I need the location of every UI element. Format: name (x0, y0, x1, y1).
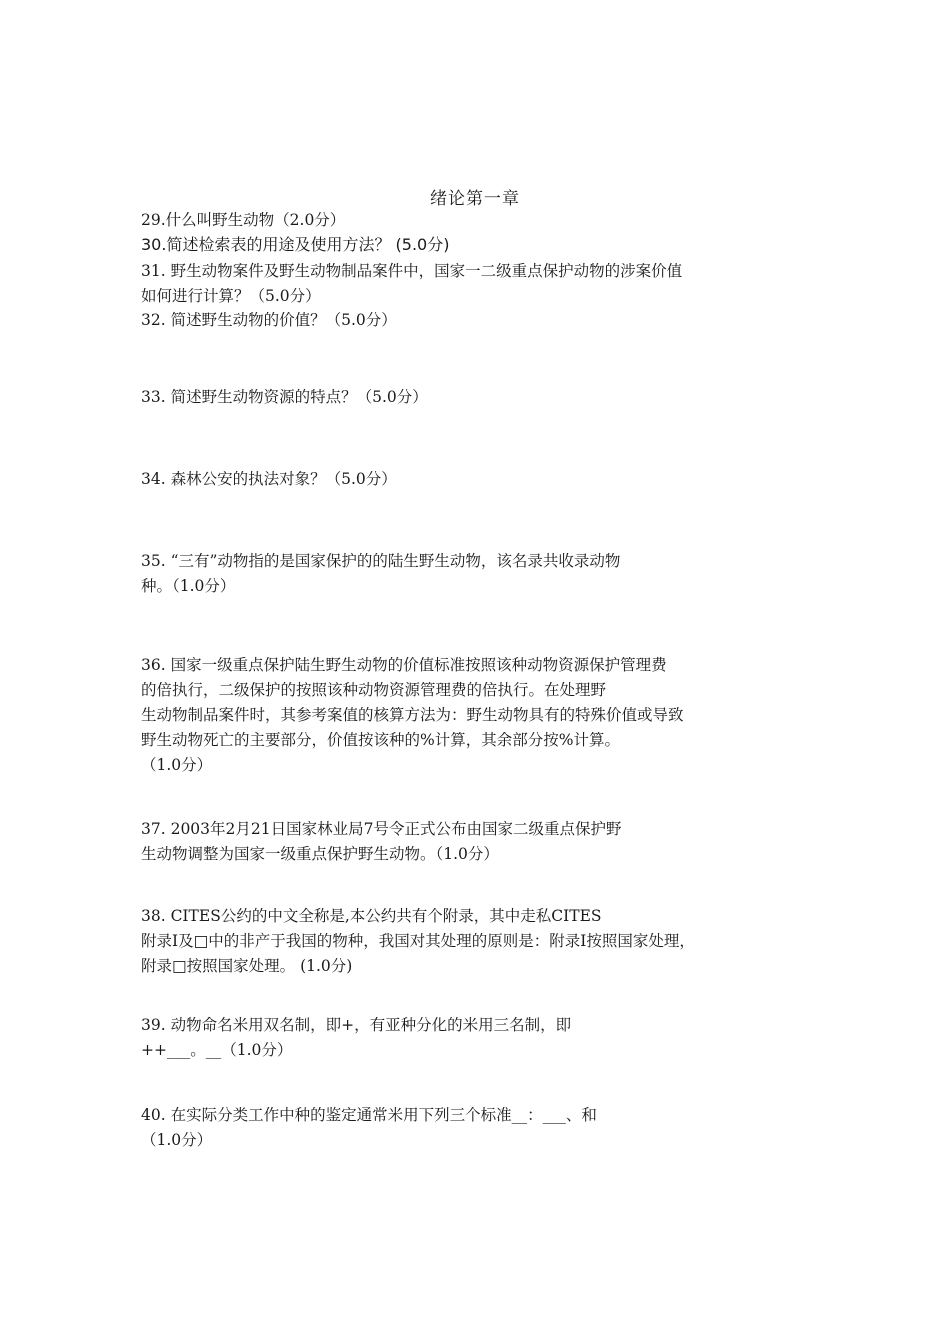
question-36-line-4: 野生动物死亡的主要部分，价值按该种的%计算，其余部分按%计算。 (141, 731, 620, 749)
question-38 (141, 904, 831, 979)
question-35-line-1: 35. “三有”动物指的是国家保护的的陆生野生动物，该名录共收录动物 (141, 552, 621, 570)
question-37-line-1: 37. 2003年2月21日国家林业局7号令正式公布由国家二级重点保护野 (141, 820, 622, 838)
question-30 (141, 232, 831, 257)
question-37-line-2: 生动物调整为国家一级重点保护野生动物。（1.0分） (141, 845, 499, 863)
question-29 (141, 208, 831, 233)
question-40-line-2: （1.0分） (141, 1131, 213, 1149)
question-36-line-2: 的倍执行，二级保护的按照该种动物资源管理费的倍执行。在处理野 (141, 681, 607, 699)
question-35 (141, 549, 831, 599)
question-31-line-2: 如何进行计算？（5.0分） (141, 287, 321, 305)
question-32 (141, 308, 831, 333)
question-33 (141, 385, 831, 410)
question-39-line-2: ++___。__（1.0分） (141, 1041, 293, 1059)
question-38-line-1: 38. CITES公约的中文全称是,本公约共有个附录，其中走私CITES (141, 907, 602, 925)
question-34-line-1: 34. 森林公安的执法对象？（5.0分） (141, 470, 397, 488)
question-36 (141, 653, 831, 778)
question-34 (141, 467, 831, 492)
question-37 (141, 817, 831, 867)
question-29-line-1: 29.什么叫野生动物（2.0分） (141, 211, 346, 229)
page-title: 绪论第一章 (430, 189, 520, 209)
question-38-line-2: 附录Ⅰ及□中的非产于我国的物种，我国对其处理的原则是：附录Ⅰ按照国家处理， (141, 932, 695, 950)
question-30-line-1: 30.简述检索表的用途及使用方法？ (5.0分) (141, 235, 450, 254)
question-40-line-1: 40. 在实际分类工作中种的鉴定通常米用下列三个标准__：___、和 (141, 1106, 597, 1124)
question-39 (141, 1013, 831, 1063)
question-35-line-2: 种。（1.0分） (141, 577, 236, 595)
question-31-line-1: 31. 野生动物案件及野生动物制品案件中，国家一二级重点保护动物的涉案价值 (141, 262, 683, 280)
question-31 (141, 259, 831, 309)
question-38-line-3: 附录□按照国家处理。 (1.0分) (141, 957, 353, 975)
question-36-line-1: 36. 国家一级重点保护陆生野生动物的价值标准按照该种动物资源保护管理费 (141, 656, 667, 674)
question-33-line-1: 33. 简述野生动物资源的特点？（5.0分） (141, 388, 428, 406)
question-36-line-5: （1.0分） (141, 756, 213, 774)
question-32-line-1: 32. 简述野生动物的价值？（5.0分） (141, 311, 397, 329)
question-40 (141, 1103, 831, 1153)
question-36-line-3: 生动物制品案件时，其参考案值的核算方法为：野生动物具有的特殊价值或导致 (141, 706, 684, 724)
question-39-line-1: 39. 动物命名米用双名制，即+，有亚种分化的米用三名制，即 (141, 1016, 572, 1034)
